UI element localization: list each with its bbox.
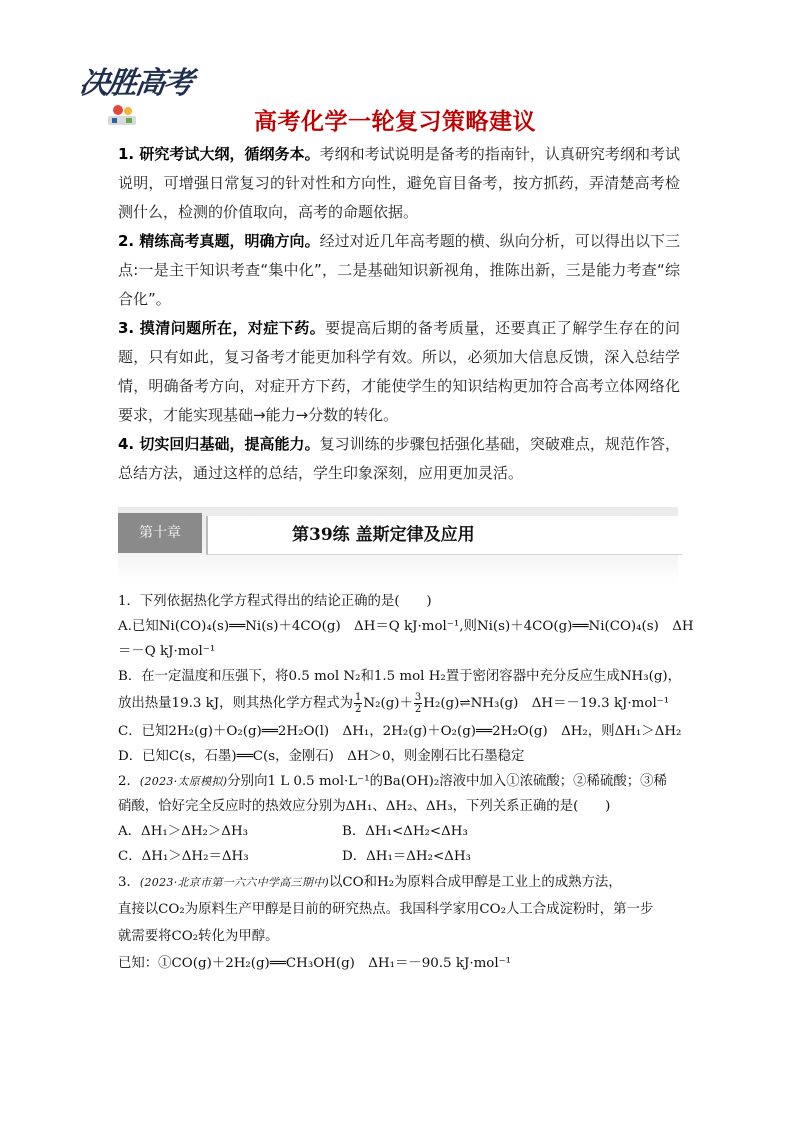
advice-heading: 4. 切实回归基础，提高能力。: [118, 435, 320, 453]
advice-body: 经过对近几年高考题的横、纵向分析，可以得出以下三点:一是主干知识考查“集中化”，二是基础知识新视角，推陈出新，三是能力考查“综合化”。: [118, 232, 680, 308]
question-3-known: 已知：①CO(g)＋2H₂(g)══CH₃OH(g) ΔH₁＝－90.5 kJ·mol⁻¹: [118, 956, 512, 971]
question-2-stem: [118, 769, 682, 794]
question-list: [118, 589, 694, 977]
question-1-option-c: C．已知2H₂(g)＋O₂(g)══2H₂O(l) ΔH₁，2H₂(g)＋O₂(g)══2H₂O(g) ΔH₂，则ΔH₁＞ΔH₂: [118, 724, 682, 739]
b-text-mid: N₂(g)＋: [363, 696, 413, 711]
fraction-numerator: 3: [414, 692, 422, 703]
question-1-option-a-cont: ＝－Q kJ·mol⁻¹: [118, 644, 216, 659]
brand-logo: [77, 58, 194, 132]
question-2-option-d: D．ΔH₁＝ΔH₂<ΔH₃: [342, 849, 471, 864]
b-text-pre: 放出热量19.3 kJ，则其热化学方程式为: [118, 696, 354, 711]
question-1-option-d: D．已知C(s，石墨)══C(s，金刚石) ΔH＞0，则金刚石比石墨稳定: [118, 749, 525, 764]
advice-body: 考纲和考试说明是备考的指南针，认真研究考纲和考试说明，可增强日常复习的针对性和方向性，避免盲目备考，按方抓药，弄清楚高考检测什么，检测的价值取向，高考的命题依据。: [118, 145, 680, 221]
fraction-denominator: 2: [355, 704, 362, 715]
chapter-title: 第39练 盖斯定律及应用: [292, 525, 475, 545]
question-2-option-a: A．ΔH₁＞ΔH₂＞ΔH₃: [118, 824, 248, 839]
question-source: (2023·太原模拟): [139, 775, 228, 788]
question-number: 2．: [118, 774, 140, 789]
chapter-title-box: [206, 516, 682, 555]
question-2-options-row: [118, 844, 682, 869]
fraction-denominator: 2: [414, 704, 422, 715]
question-3-stem-text: 以CO和H₂为原料合成甲醇是工业上的成熟方法，: [329, 875, 622, 890]
question-1-option-a: A.已知Ni(CO)₄(s)══Ni(s)＋4CO(g) ΔH＝Q kJ·mol⁻¹,则Ni(s)＋4CO(g)══Ni(CO)₄(s) ΔH: [118, 619, 694, 634]
fraction: [414, 692, 422, 715]
advice-item: [118, 430, 680, 488]
question-1-stem: 1．下列依据热化学方程式得出的结论正确的是( ): [118, 594, 432, 609]
question-2-option-b: B．ΔH₁<ΔH₂<ΔH₃: [342, 824, 468, 839]
advice-item: [118, 314, 680, 430]
question-1-option-b: B．在一定温度和压强下，将0.5 mol N₂和1.5 mol H₂置于密闭容器中充分反应生成NH₃(g)，: [118, 669, 681, 684]
advice-body: 要提高后期的备考质量，还要真正了解学生存在的问题，只有如此，复习备考才能更加科学有效。所以，必须加大信息反馈，深入总结学情，明确备考方向，对症开方下药，才能使学生的知识结构更加符合高考立体网络化要求，才能实现基础→能力→分数的转化。: [118, 319, 680, 424]
question-2-stem-cont: 硝酸，恰好完全反应时的热效应分别为ΔH₁、ΔH₂、ΔH₃，下列关系正确的是( ): [118, 799, 611, 814]
fraction: [354, 692, 362, 715]
advice-section: [118, 140, 680, 488]
advice-heading: 1. 研究考试大纲，循纲务本。: [118, 145, 320, 163]
advice-item: [118, 227, 680, 314]
question-2-option-c: C．ΔH₁＞ΔH₂＝ΔH₃: [118, 849, 249, 864]
question-1-option-b-cont: [118, 689, 682, 719]
chapter-label: 第十章: [118, 513, 202, 553]
question-2-stem-text: 分别向1 L 0.5 mol·L⁻¹的Ba(OH)₂溶液中加入①浓硫酸；②稀硫酸；③稀: [227, 774, 667, 789]
fraction-numerator: 1: [355, 692, 362, 703]
b-text-post: H₂(g)⇌NH₃(g) ΔH＝－19.3 kJ·mol⁻¹: [423, 696, 670, 711]
advice-item: [118, 140, 680, 227]
page-title: 高考化学一轮复习策略建议: [254, 109, 536, 135]
question-2-options-row: [118, 819, 682, 844]
question-source: (2023·北京市第一六六中学高三期中): [139, 876, 329, 889]
chapter-banner: [118, 507, 678, 583]
logo-text: 决胜高考: [77, 66, 194, 101]
question-3-stem: [118, 869, 682, 896]
advice-heading: 3. 摸清问题所在，对症下药。: [118, 319, 326, 337]
advice-body: 复习训练的步骤包括强化基础，突破难点，规范作答，总结方法，通过这样的总结，学生印象深刻，应用更加灵活。: [118, 435, 680, 482]
question-3-stem-cont: 直接以CO₂为原料生产甲醇是目前的研究热点。我国科学家用CO₂人工合成淀粉时，第一步: [118, 902, 654, 917]
question-number: 3．: [118, 875, 140, 890]
logo-emblem-icon: [106, 98, 142, 128]
advice-heading: 2. 精练高考真题，明确方向。: [118, 232, 320, 250]
question-3-stem-cont: 就需要将CO₂转化为甲醇。: [118, 929, 279, 944]
